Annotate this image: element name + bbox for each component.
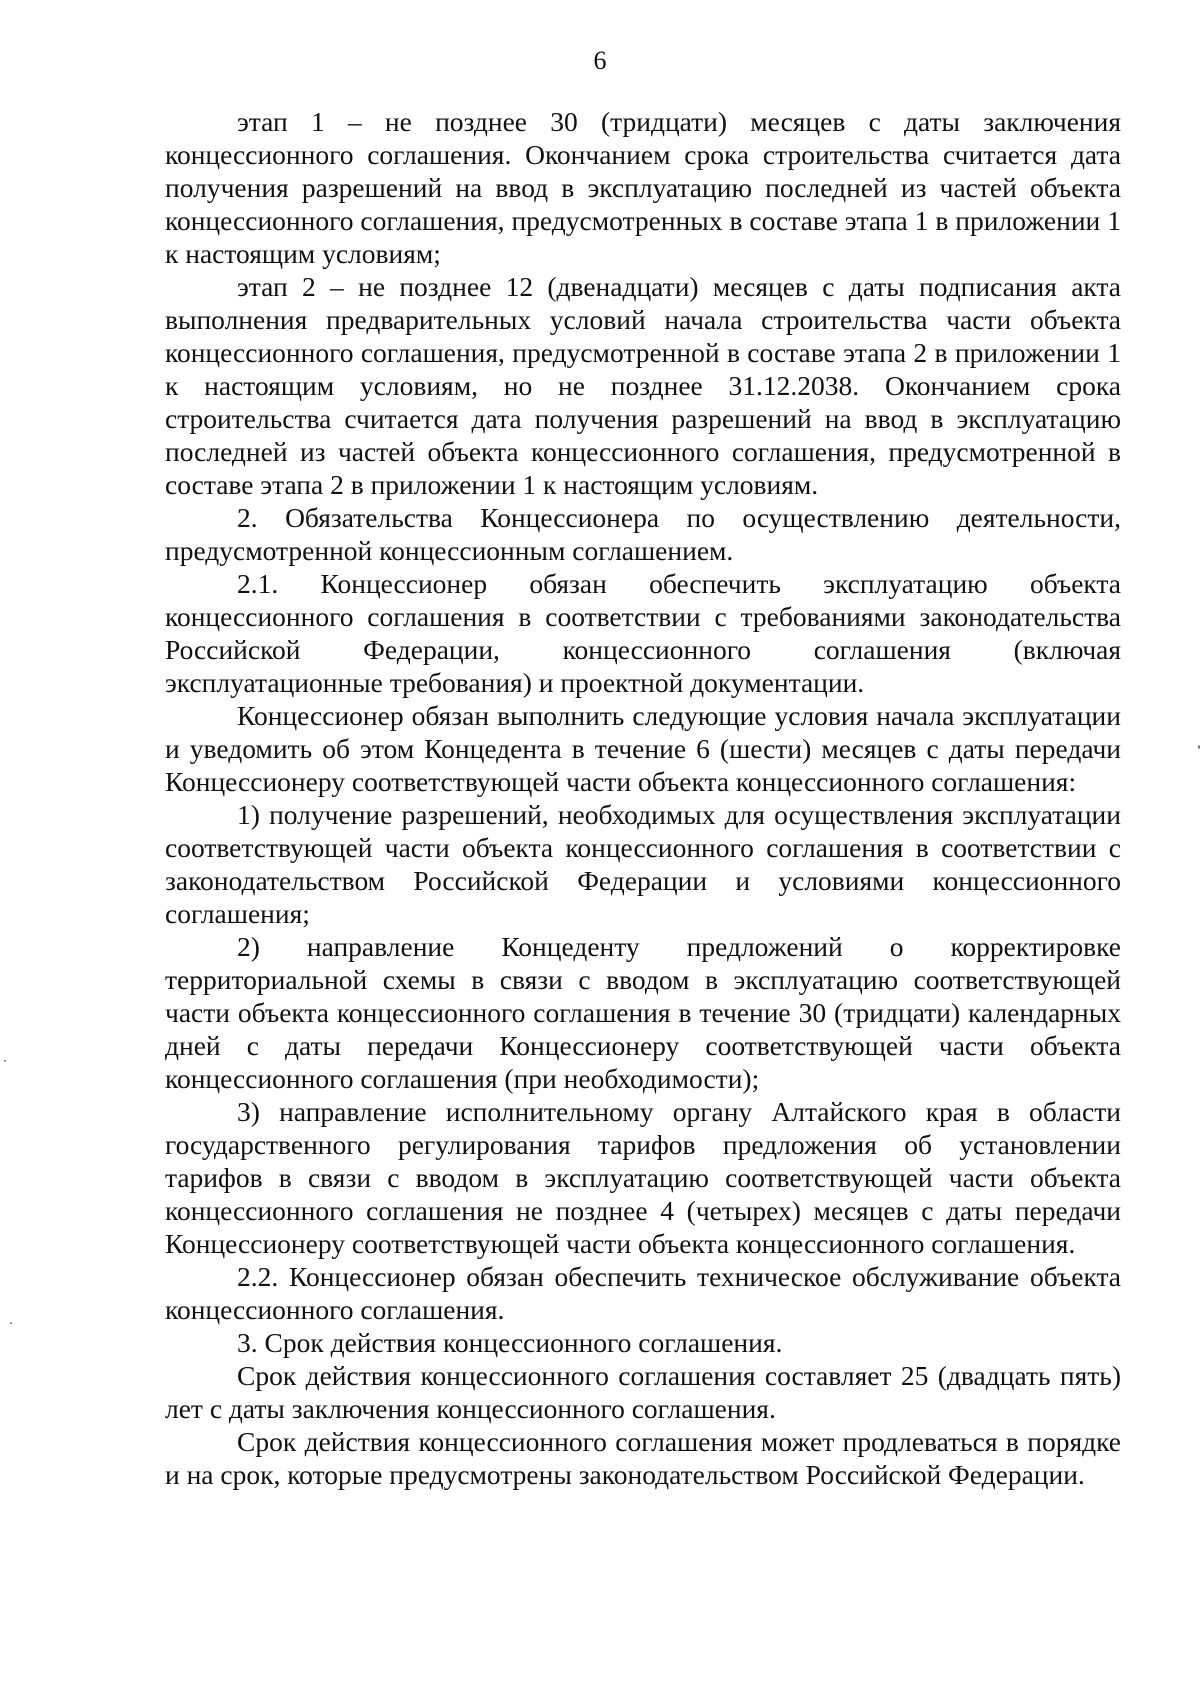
paragraph-term-duration: Срок действия концессионного соглашения составляет 25 (двадцать пять) лет с даты заключения концессионного соглашения. <box>165 1360 1121 1424</box>
list-item-1: 1) получение разрешений, необходимых для осуществления эксплуатации соответствующей части объекта концессионного соглашения в соответствии с законодательством Российской Федерации и условиями концессионного соглашения; <box>165 799 1121 929</box>
scan-speck <box>4 1060 6 1062</box>
section-heading-obligations: 2. Обязательства Концессионера по осуществлению деятельности, предусмотренной концессионным соглашением. <box>165 502 1121 566</box>
section-heading-term: 3. Срок действия концессионного соглашения. <box>237 1327 783 1358</box>
list-item-2: 2) направление Концеденту предложений о корректировке территориальной схемы в связи с вводом в эксплуатацию соответствующей части объекта концессионного соглашения в течение 30 (тридцати) календарных дней с даты передачи Концессионеру соответствующей части объекта концессионного соглашения (при необходимости); <box>165 931 1121 1094</box>
paragraph-term-extension: Срок действия концессионного соглашения может продлеваться в порядке и на срок, которые предусмотрены законодательством Российской Федерации. <box>165 1426 1121 1490</box>
paragraph-stage-1: этап 1 – не позднее 30 (тридцати) месяцев с даты заключения концессионного соглашения. Окончанием срока строительства считается дата получения разрешений на ввод в эксплуатацию последней из частей объекта концессионного соглашения, предусмотренных в составе этапа 1 в приложении 1 к настоящим условиям; <box>165 106 1121 269</box>
list-item-3: 3) направление исполнительному органу Алтайского края в области государственного регулирования тарифов предложения об установлении тарифов в связи с вводом в эксплуатацию соответствующей части объекта концессионного соглашения не позднее 4 (четырех) месяцев с даты передачи Концессионеру соответствующей части объекта концессионного соглашения. <box>165 1096 1121 1259</box>
paragraph-stage-2: этап 2 – не позднее 12 (двенадцати) месяцев с даты подписания акта выполнения предварительных условий начала строительства части объекта концессионного соглашения, предусмотренной в составе этапа 2 в приложении 1 к настоящим условиям, но не позднее 31.12.2038. Окончанием срока строительства считается дата получения разрешений на ввод в эксплуатацию последней из частей объекта концессионного соглашения, предусмотренной в составе этапа 2 в приложении 1 к настоящим условиям. <box>165 271 1121 500</box>
paragraph-operation-conditions: Концессионер обязан выполнить следующие условия начала эксплуатации и уведомить об этом Концедента в течение 6 (шести) месяцев с даты передачи Концессионеру соответствующей части объекта концессионного соглашения: <box>165 700 1121 797</box>
page-number: 6 <box>593 46 607 75</box>
scan-speck <box>10 1322 12 1324</box>
document-body <box>165 105 1121 1491</box>
paragraph-2-1: 2.1. Концессионер обязан обеспечить эксплуатацию объекта концессионного соглашения в соответствии с требованиями законодательства Российской Федерации, концессионного соглашения (включая эксплуатационные требования) и проектной документации. <box>165 568 1121 698</box>
paragraph-2-2: 2.2. Концессионер обязан обеспечить техническое обслуживание объекта концессионного соглашения. <box>165 1261 1121 1325</box>
